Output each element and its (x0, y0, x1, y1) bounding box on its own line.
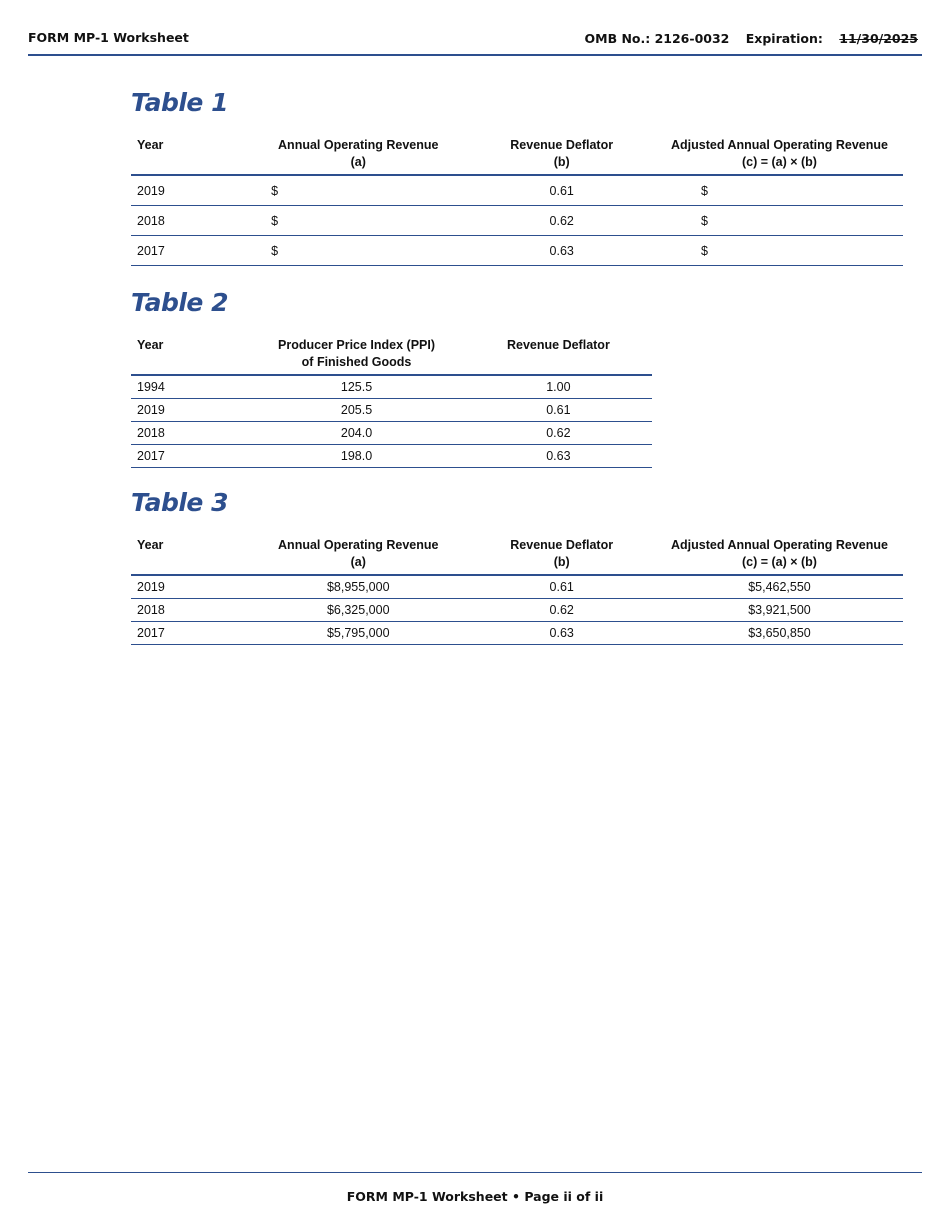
table-3-deflator-header-label: Revenue Deflator (510, 538, 614, 552)
revenue-cell: $6,325,000 (249, 599, 467, 622)
table-3-header-row (131, 537, 903, 575)
table-1-deflator-header-sub: (b) (553, 155, 570, 169)
table-1-deflator-header (467, 137, 656, 175)
table-row (131, 236, 903, 266)
year-cell: 2018 (131, 422, 248, 445)
deflator-cell: 0.62 (467, 206, 656, 236)
table-2 (131, 337, 652, 468)
revenue-input-cell[interactable]: $ (249, 175, 467, 206)
table-1-adjusted-header (656, 137, 903, 175)
table-2-ppi-header (248, 337, 465, 375)
page-header (28, 30, 922, 56)
table-1-year-header: Year (131, 137, 249, 175)
expiration-label: Expiration: (745, 31, 823, 46)
table-3-deflator-header-sub: (b) (553, 555, 570, 569)
table-1-adjusted-header-sub: (c) = (a) × (b) (741, 155, 817, 169)
year-cell: 2019 (131, 575, 249, 599)
table-3-revenue-header (249, 537, 467, 575)
year-cell: 2017 (131, 622, 249, 645)
table-2-ppi-header-label: Producer Price Index (PPI) (278, 338, 436, 352)
table-1-revenue-header-sub: (a) (350, 155, 366, 169)
deflator-cell: 0.62 (465, 422, 652, 445)
revenue-cell: $5,795,000 (249, 622, 467, 645)
table-2-year-header: Year (131, 337, 248, 375)
revenue-input-cell[interactable]: $ (249, 206, 467, 236)
table-1-adjusted-header-label: Adjusted Annual Operating Revenue (671, 138, 888, 152)
table-3-title: Table 3 (131, 488, 228, 517)
table-2-title: Table 2 (131, 288, 228, 317)
year-cell: 2019 (131, 175, 249, 206)
adjusted-cell: $3,921,500 (656, 599, 903, 622)
omb-number: OMB No.: 2126-0032 (584, 31, 730, 46)
table-1 (131, 137, 903, 266)
table-1-revenue-header-label: Annual Operating Revenue (278, 138, 439, 152)
deflator-cell: 0.62 (467, 599, 656, 622)
year-cell: 2017 (131, 445, 248, 468)
omb-info (585, 31, 919, 46)
adjusted-cell: $3,650,850 (656, 622, 903, 645)
adjusted-input-cell[interactable]: $ (656, 236, 903, 266)
table-3-adjusted-header (656, 537, 903, 575)
deflator-cell: 1.00 (465, 375, 652, 399)
adjusted-input-cell[interactable]: $ (656, 175, 903, 206)
table-3-revenue-header-sub: (a) (350, 555, 366, 569)
year-cell: 1994 (131, 375, 248, 399)
deflator-cell: 0.61 (467, 575, 656, 599)
year-cell: 2017 (131, 236, 249, 266)
adjusted-cell: $5,462,550 (656, 575, 903, 599)
table-row (131, 206, 903, 236)
table-row (131, 599, 903, 622)
table-1-title: Table 1 (131, 88, 228, 117)
expiration-date: 11/30/2025 (839, 31, 918, 46)
table-row (131, 175, 903, 206)
ppi-cell: 198.0 (248, 445, 465, 468)
table-3-adjusted-header-label: Adjusted Annual Operating Revenue (671, 538, 888, 552)
table-3-adjusted-header-sub: (c) = (a) × (b) (741, 555, 817, 569)
ppi-cell: 125.5 (248, 375, 465, 399)
table-row (131, 399, 652, 422)
page-footer (28, 1172, 922, 1204)
year-cell: 2018 (131, 206, 249, 236)
table-3-deflator-header (467, 537, 656, 575)
table-1-header-row (131, 137, 903, 175)
table-row (131, 422, 652, 445)
revenue-cell: $8,955,000 (249, 575, 467, 599)
revenue-input-cell[interactable]: $ (249, 236, 467, 266)
table-row (131, 622, 903, 645)
year-cell: 2018 (131, 599, 249, 622)
adjusted-input-cell[interactable]: $ (656, 206, 903, 236)
deflator-cell: 0.63 (467, 622, 656, 645)
table-2-deflator-header: Revenue Deflator (465, 337, 652, 375)
ppi-cell: 204.0 (248, 422, 465, 445)
table-2-header-row (131, 337, 652, 375)
deflator-cell: 0.63 (467, 236, 656, 266)
table-row (131, 575, 903, 599)
table-row (131, 375, 652, 399)
table-3-year-header: Year (131, 537, 249, 575)
table-3 (131, 537, 903, 645)
deflator-cell: 0.61 (465, 399, 652, 422)
footer-text: FORM MP-1 Worksheet • Page ii of ii (346, 1189, 604, 1204)
table-1-revenue-header (249, 137, 467, 175)
year-cell: 2019 (131, 399, 248, 422)
table-3-revenue-header-label: Annual Operating Revenue (278, 538, 439, 552)
table-row (131, 445, 652, 468)
form-title: FORM MP-1 Worksheet (28, 30, 189, 45)
deflator-cell: 0.61 (467, 175, 656, 206)
deflator-cell: 0.63 (465, 445, 652, 468)
table-1-deflator-header-label: Revenue Deflator (510, 138, 614, 152)
ppi-cell: 205.5 (248, 399, 465, 422)
table-2-ppi-header-sub: of Finished Goods (301, 355, 412, 369)
